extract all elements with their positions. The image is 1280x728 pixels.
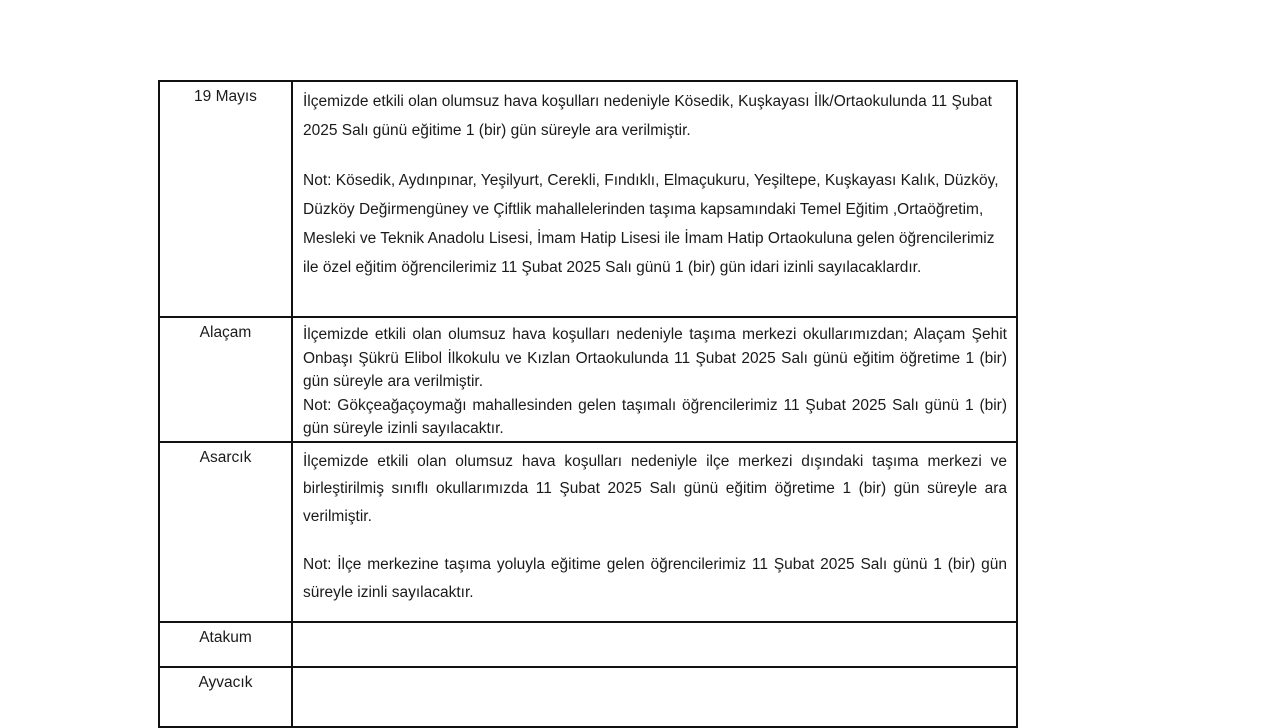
district-cell: 19 Mayıs	[159, 81, 292, 317]
description-cell	[292, 442, 1017, 622]
district-cell: Asarcık	[159, 442, 292, 622]
note-paragraph: Not: Kösedik, Aydınpınar, Yeşilyurt, Cerekli, Fındıklı, Elmaçukuru, Yeşiltepe, Kuşkayası Kalık, Düzköy, Düzköy Değirmengüney ve Çiftlik mahallelerinden taşıma kapsamındaki Temel Eğitim ,Ortaöğretim, Mesleki ve Teknik Anadolu Lisesi, İmam Hatip Lisesi ile İmam Hatip Ortaokuluna gelen öğrencilerimiz ile özel eğitim öğrencilerimiz 11 Şubat 2025 Salı günü 1 (bir) gün idari izinli sayılacaklardır.	[303, 172, 999, 276]
district-cell: Ayvacık	[159, 667, 292, 727]
description-cell	[292, 317, 1017, 442]
table-row	[159, 442, 1017, 622]
table-row	[159, 317, 1017, 442]
district-cell: Alaçam	[159, 317, 292, 442]
table-row	[159, 81, 1017, 317]
announcement-paragraph: İlçemizde etkili olan olumsuz hava koşulları nedeniyle taşıma merkezi okullarımızdan; Alaçam Şehit Onbaşı Şükrü Elibol İlkokulu ve Kızlan Ortaokulunda 11 Şubat 2025 Salı günü eğitim öğretime 1 (bir) gün süreyle ara verilmiştir.	[303, 326, 1007, 390]
note-paragraph: Not: Gökçeağaçoymağı mahallesinden gelen taşımalı öğrencilerimiz 11 Şubat 2025 Salı günü 1 (bir) gün süreyle izinli sayılacaktır.	[303, 396, 1007, 437]
description-cell	[292, 667, 1017, 727]
table-row	[159, 622, 1017, 667]
description-cell	[292, 81, 1017, 317]
note-paragraph: Not: İlçe merkezine taşıma yoluyla eğitime gelen öğrencilerimiz 11 Şubat 2025 Salı günü 1 (bir) gün süreyle izinli sayılacaktır.	[303, 556, 1007, 601]
announcement-paragraph: İlçemizde etkili olan olumsuz hava koşulları nedeniyle ilçe merkezi dışındaki taşıma merkezi ve birleştirilmiş sınıflı okullarımızda 11 Şubat 2025 Salı günü eğitim öğretime 1 (bir) gün süreyle ara verilmiştir.	[303, 452, 1007, 525]
table-row	[159, 667, 1017, 727]
district-cell: Atakum	[159, 622, 292, 667]
district-announcement-table	[158, 80, 1018, 728]
description-cell	[292, 622, 1017, 667]
announcement-paragraph: İlçemizde etkili olan olumsuz hava koşulları nedeniyle Kösedik, Kuşkayası İlk/Ortaokulunda 11 Şubat 2025 Salı günü eğitime 1 (bir) gün süreyle ara verilmiştir.	[303, 93, 992, 139]
